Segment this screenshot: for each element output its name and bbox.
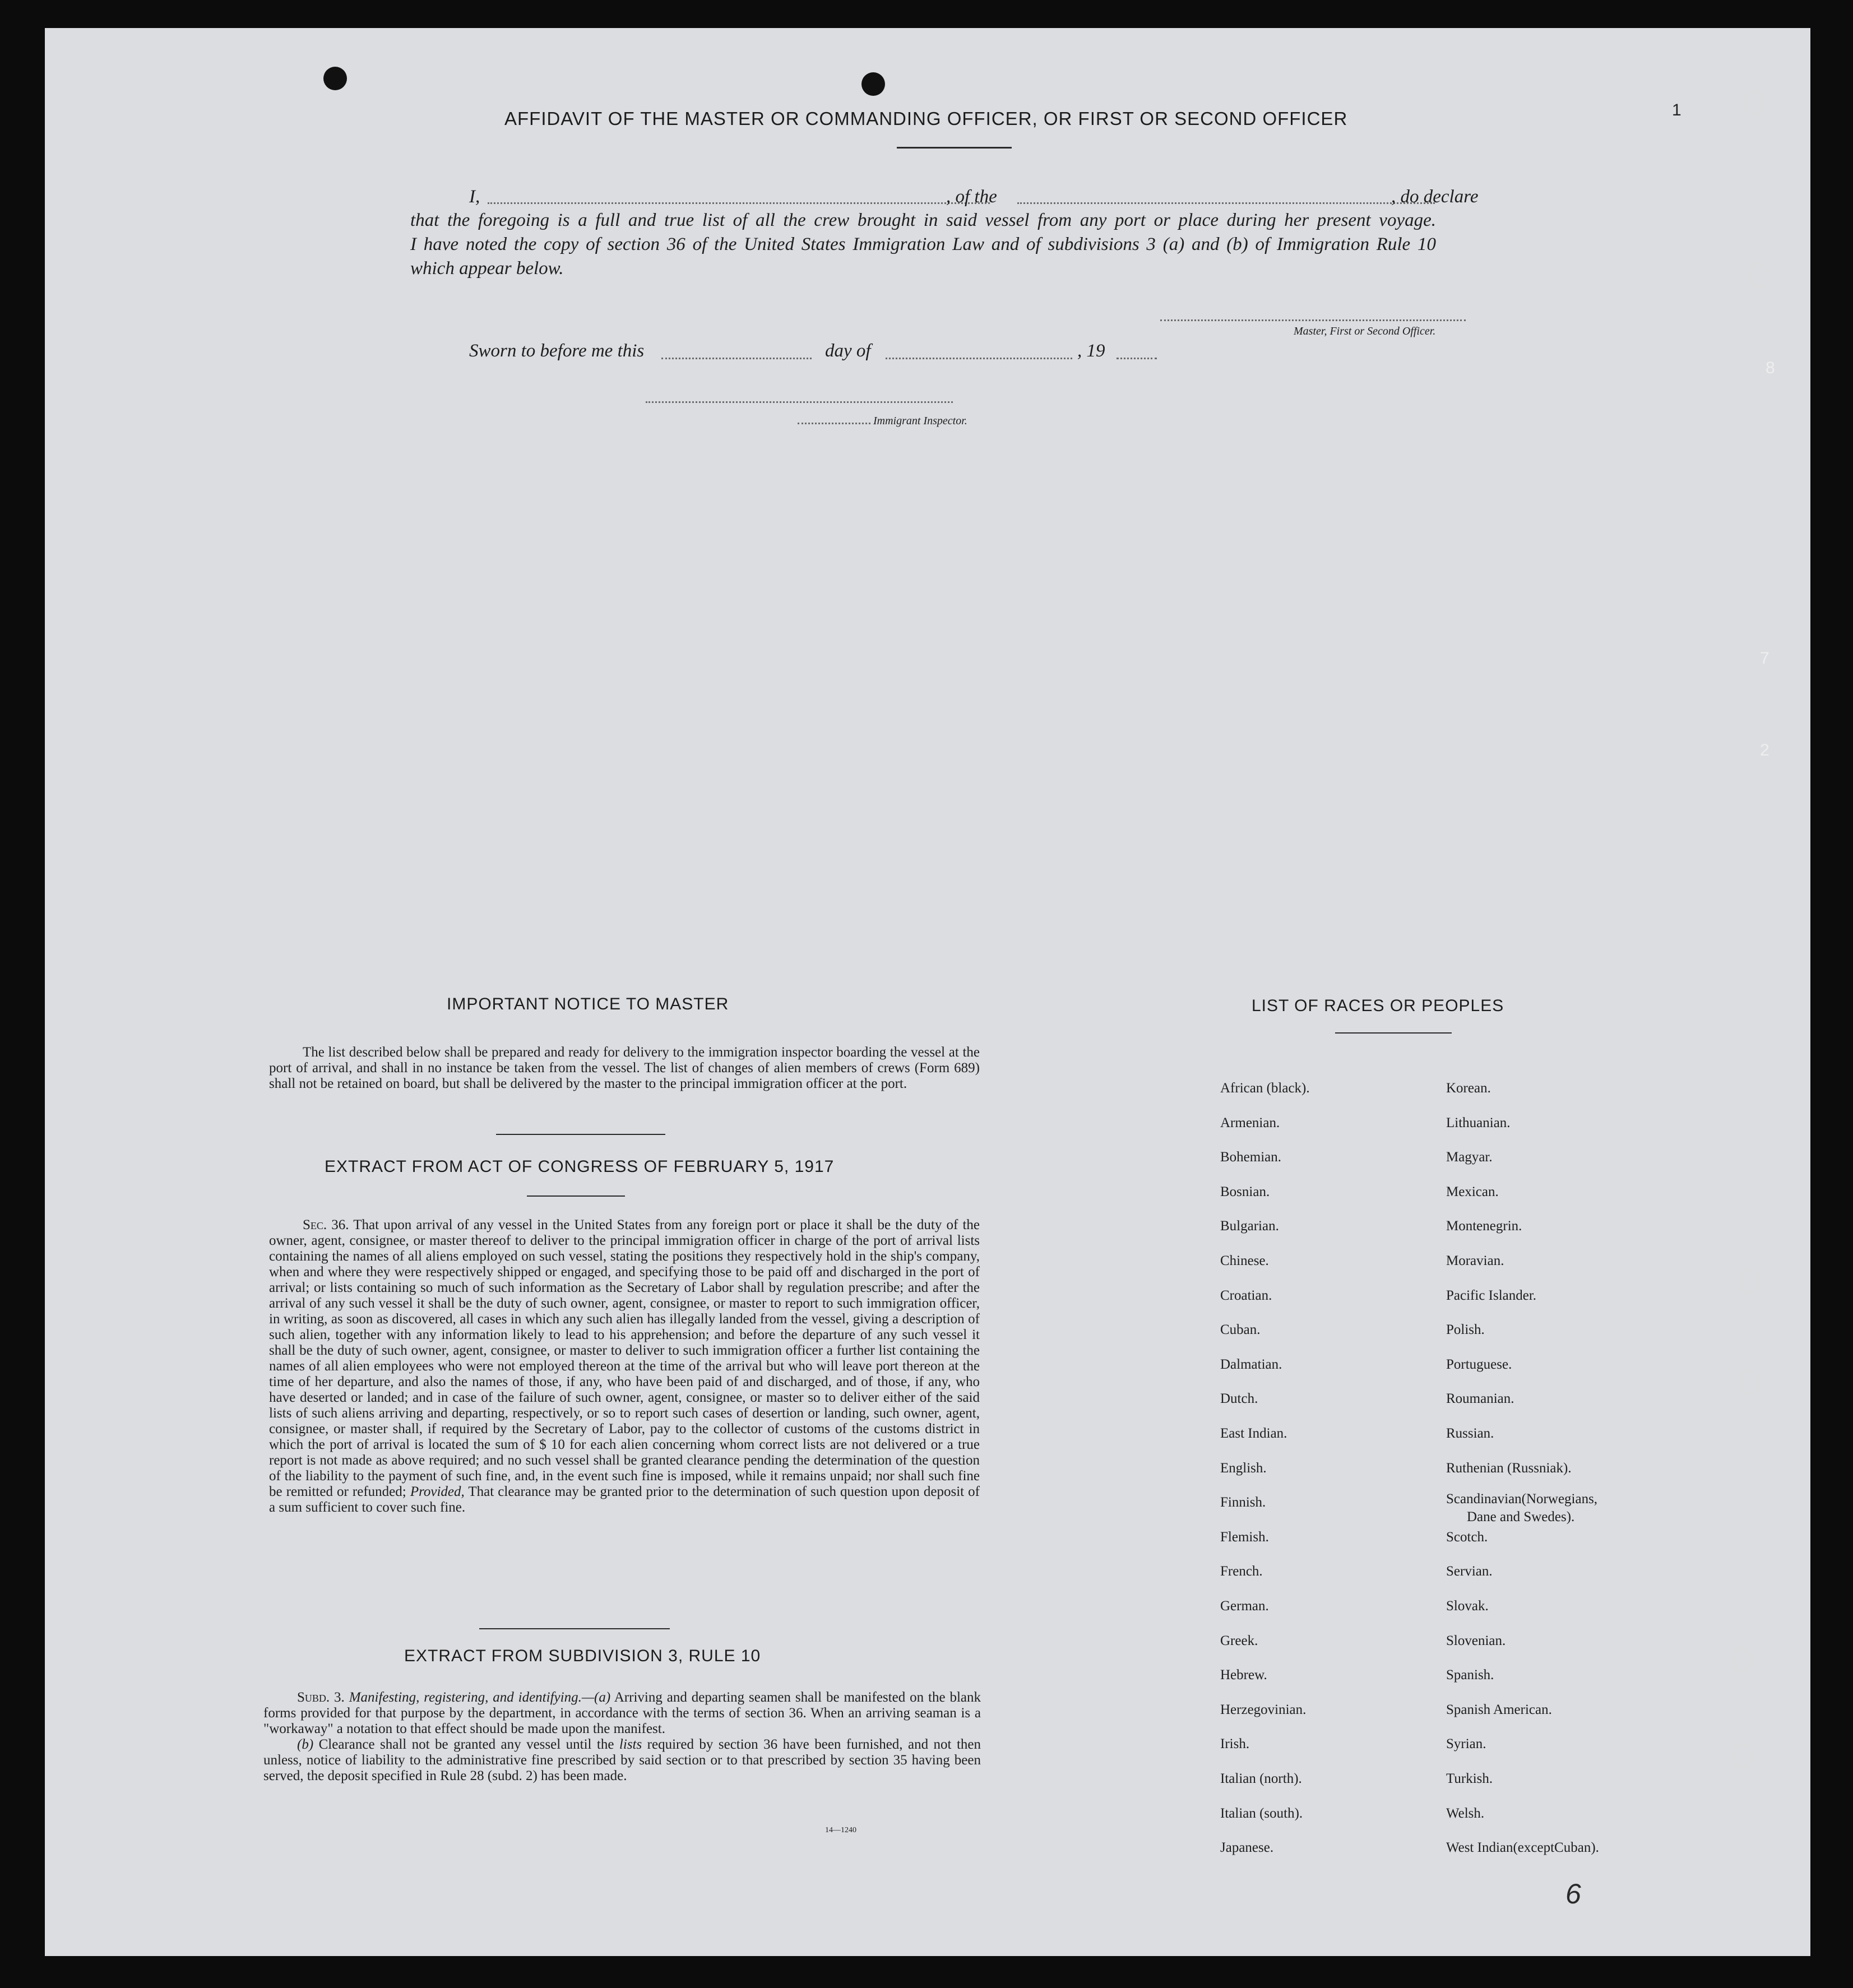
race-item: Scotch. [1446, 1529, 1488, 1545]
race-item: Cuban. [1220, 1322, 1261, 1338]
race-item: Italian (south). [1220, 1805, 1303, 1821]
race-item: Servian. [1446, 1564, 1493, 1579]
race-item: Armenian. [1220, 1115, 1280, 1130]
rule-label-b: (b) [297, 1737, 314, 1752]
race-item: Slovak. [1446, 1598, 1489, 1614]
document-page [45, 28, 1810, 1956]
race-item: Chinese. [1220, 1253, 1269, 1268]
race-item: Russian. [1446, 1426, 1494, 1441]
circle-mark [1739, 1369, 1758, 1395]
name-blank[interactable] [488, 202, 990, 204]
race-item: Croatian. [1220, 1287, 1272, 1303]
act-extract-title: EXTRACT FROM ACT OF CONGRESS OF FEBRUARY 5, 1917 [325, 1157, 835, 1176]
circle-mark [1749, 262, 1768, 288]
section-divider [496, 1134, 665, 1135]
sworn-year: , 19 [1077, 341, 1105, 361]
race-item: Turkish. [1446, 1771, 1493, 1786]
affidavit-declare: , do declare [1391, 187, 1479, 207]
sworn-day-blank[interactable] [661, 358, 812, 359]
subd-label: Subd. 3. [297, 1690, 345, 1705]
sec-36-text: That upon arrival of any vessel in the United States from any foreign port or place it shall be the duty of the owner, agent, consignee, or master thereof to deliver to the principal immigration officer in charge of the port of arrival lists containing the names of all aliens employed on such vessel, stating the positions they respectively hold in the ship's company, when and where they were respectively shipped or engaged, and specifying those to be paid off and discharged in the port of arrival; or lists containing so much of such information as the Secretary of Labor shall by regulation prescribe; and after the arrival of any such vessel it shall be the duty of such owner, agent, consignee, or master to report to such immigration officer, in writing, as soon as discovered, all cases in which any such alien has illegally landed from the vessel, giving a description of such alien, together with any information likely to lead to his apprehension; and before the departure of any such vessel it shall be the duty of such owner, agent, consignee, or master to deliver to such immigration officer a further list containing the names of all alien employees who were not employed thereon at the time of the arrival but who will leave port thereon at the time of her departure, and also the names of those, if any, who have been paid of and discharged, and of those, if any, who have deserted or landed; and in case of the failure of such owner, agent, consignee, or master so to deliver either of the said lists of such aliens arriving and departing, respectively, or so to report such cases of desertion or landing, such owner, agent, consignee, or master shall, if required by the Secretary of Labor, pay to the collector of customs of the customs district in which the port of arrival is located the sum of $ 10 for each alien concerning whom correct lists are not delivered or a true report is not made as above required; and no such vessel shall be granted clearance pending the determination of the question of the liability to the payment of such fine, and, in the event such fine is imposed, while it remains unpaid; nor shall such fine be remitted or refunded; [269, 1217, 980, 1499]
notice-text: The list described below shall be prepared and ready for delivery to the immigration inspector boarding the vessel at the port of arrival, and shall in no instance be taken from the vessel. The list of changes of alien members of crews (Form 689) shall not be retained on board, but shall be delivered by the master to the principal immigration officer at the port. [269, 1045, 980, 1091]
race-item: African (black). [1220, 1081, 1310, 1096]
section-divider-2 [479, 1628, 670, 1629]
affidavit-title: AFFIDAVIT OF THE MASTER OR COMMANDING OFFICER, OR FIRST OR SECOND OFFICER [504, 108, 1348, 129]
race-item: Scandinavian(Norwegians, [1446, 1491, 1598, 1507]
circle-mark [1739, 1268, 1758, 1294]
race-item: Hebrew. [1220, 1667, 1267, 1683]
races-title: LIST OF RACES OR PEOPLES [1252, 997, 1504, 1015]
race-item: West Indian(exceptCuban). [1446, 1840, 1599, 1856]
race-item: East Indian. [1220, 1426, 1287, 1441]
race-item: Spanish American. [1446, 1702, 1552, 1717]
race-item: Welsh. [1446, 1805, 1485, 1821]
race-item: Italian (north). [1220, 1771, 1302, 1786]
inspector-dots [798, 423, 870, 424]
inspector-label: Immigrant Inspector. [873, 415, 967, 427]
rule-heading: Manifesting, registering, and identifying.—(a) [349, 1690, 611, 1705]
title-divider [897, 147, 1012, 149]
race-item: Dane and Swedes). [1467, 1509, 1575, 1525]
race-item: Dalmatian. [1220, 1356, 1282, 1372]
race-item: Irish. [1220, 1736, 1250, 1752]
sworn-prefix: Sworn to before me this [469, 341, 645, 361]
act-text [269, 1217, 980, 1516]
race-item: Montenegrin. [1446, 1218, 1522, 1234]
race-item: Portuguese. [1446, 1356, 1512, 1372]
race-item: Polish. [1446, 1322, 1485, 1338]
act-title-divider [527, 1195, 625, 1197]
provided-label: Provided, [410, 1484, 465, 1499]
inspector-signature-blank[interactable] [646, 401, 953, 403]
race-item: Slovenian. [1446, 1633, 1506, 1648]
race-item: Japanese. [1220, 1840, 1274, 1856]
race-item: Mexican. [1446, 1184, 1499, 1199]
sworn-year-blank[interactable] [1117, 358, 1157, 359]
circle-mark [1745, 90, 1764, 115]
race-item: Pacific Islander. [1446, 1287, 1537, 1303]
margin-mark-8: 8 [1766, 359, 1775, 377]
provided-text: That clearance may be granted prior to the determination of such question upon deposit of a sum sufficient to cover such fine. [269, 1484, 980, 1515]
punch-hole [861, 72, 885, 96]
sworn-day-of: day of [825, 341, 871, 361]
race-item: Dutch. [1220, 1391, 1258, 1407]
rule-text [263, 1690, 981, 1784]
race-item: Magyar. [1446, 1150, 1493, 1165]
rule-text-b1: Clearance shall not be granted any vessel until the [318, 1737, 614, 1752]
notice-title: IMPORTANT NOTICE TO MASTER [447, 995, 729, 1013]
form-number: 14—1240 [825, 1826, 856, 1834]
circle-mark [1733, 1743, 1752, 1769]
signature-blank[interactable] [1160, 319, 1466, 321]
race-item: Ruthenian (Russniak). [1446, 1460, 1572, 1476]
rule-text-b2: required by section 36 have been furnished, and not then unless, notice of liability to the administrative fine prescribed by said section or to that prescribed by section 35 having been served, the deposit specified in Rule 28 (subd. 2) has been made. [263, 1737, 981, 1783]
sec-label: Sec. 36. [303, 1217, 349, 1232]
rule-text-a: Arriving and departing seamen shall be manifested on the blank forms provided for that purpose by the department, in accordance with the terms of section 36. When an arriving seaman is a "workaway" a notation to that effect should be made upon the manifest. [263, 1690, 981, 1736]
signature-label: Master, First or Second Officer. [1294, 325, 1436, 337]
race-item: Moravian. [1446, 1253, 1504, 1268]
punch-hole [323, 67, 347, 90]
race-item: Roumanian. [1446, 1391, 1514, 1407]
race-item: German. [1220, 1598, 1269, 1614]
rule-extract-title: EXTRACT FROM SUBDIVISION 3, RULE 10 [404, 1647, 761, 1665]
affidavit-line-2: that the foregoing is a full and true list of all the crew brought in said vessel from any port or place during her present voyage. [410, 210, 1436, 230]
races-title-divider [1335, 1032, 1452, 1034]
circle-mark [1733, 1647, 1752, 1672]
rule-lists-word: lists [619, 1737, 642, 1752]
race-item: Bulgarian. [1220, 1218, 1279, 1234]
affidavit-i: I, [469, 187, 480, 207]
handwritten-6: 6 [1565, 1878, 1581, 1910]
margin-mark-1: 1 [1672, 101, 1681, 119]
vessel-blank[interactable] [1017, 202, 1435, 204]
race-item: Greek. [1220, 1633, 1258, 1648]
race-item: Syrian. [1446, 1736, 1486, 1752]
race-item: Spanish. [1446, 1667, 1494, 1683]
race-item: French. [1220, 1564, 1263, 1579]
affidavit-line-3: I have noted the copy of section 36 of the United States Immigration Law and of subdivisions 3 (a) and (b) of Immigration Rule 10 [410, 234, 1436, 254]
race-item: Finnish. [1220, 1495, 1266, 1510]
race-item: Korean. [1446, 1081, 1491, 1096]
margin-mark-2: 2 [1760, 741, 1769, 759]
affidavit-of-the: , of the [946, 187, 997, 207]
race-item: Bohemian. [1220, 1150, 1282, 1165]
race-item: English. [1220, 1460, 1267, 1476]
affidavit-line-4: which appear below. [410, 258, 564, 279]
race-item: Flemish. [1220, 1529, 1269, 1545]
race-item: Herzegovinian. [1220, 1702, 1307, 1717]
sworn-month-blank[interactable] [886, 358, 1072, 359]
race-item: Lithuanian. [1446, 1115, 1511, 1130]
race-item: Bosnian. [1220, 1184, 1270, 1199]
margin-mark-7: 7 [1760, 649, 1769, 668]
